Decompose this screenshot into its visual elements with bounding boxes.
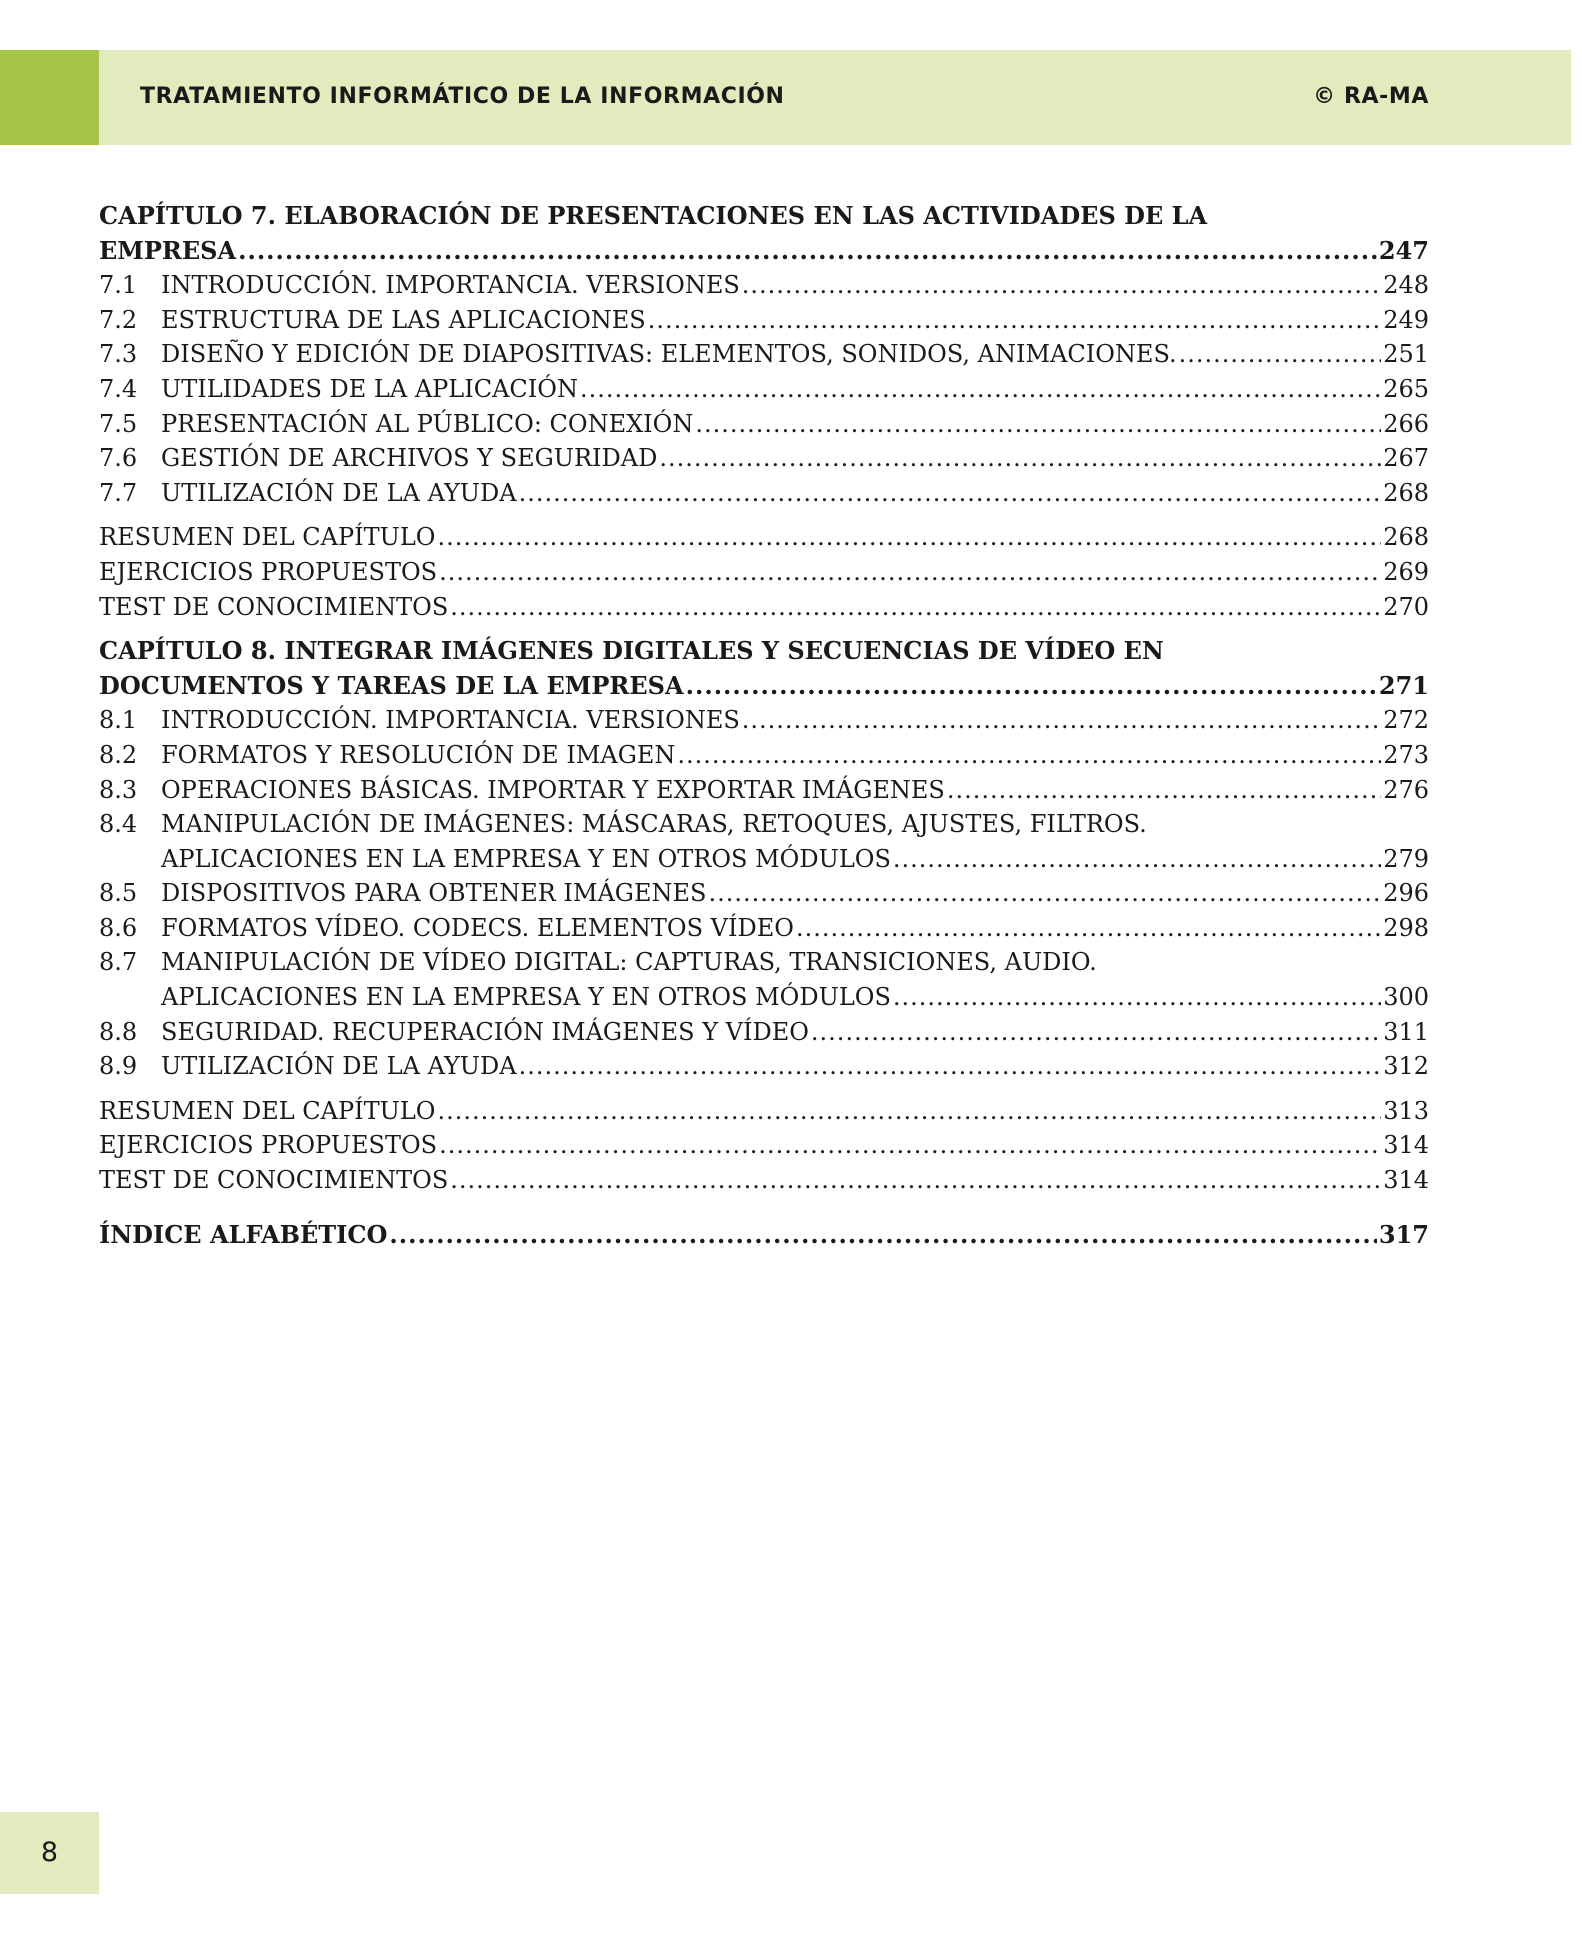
section-number: 8.5 [99,879,138,908]
section-title: UTILIZACIÓN DE LA AYUDA [161,478,517,507]
extra-page: 314 [1383,1131,1429,1160]
leader-dots [238,234,1377,269]
leader-dots [519,476,1382,511]
section-number: 8.4 [99,810,138,839]
toc-entry-8-3[interactable] [99,773,1429,808]
chapter-7-page: 247 [1378,235,1429,265]
section-title-continued: APLICACIONES EN LA EMPRESA Y EN OTROS MÓDULOS [161,983,891,1012]
chapter-7-entry[interactable] [99,234,1429,269]
section-number: 8.7 [99,948,138,977]
section-number: 7.6 [99,444,138,473]
section-page: 267 [1383,444,1429,473]
chapter-8-title-line2: DOCUMENTOS Y TAREAS DE LA EMPRESA [99,670,684,700]
leader-dots [893,842,1381,877]
section-title: DISPOSITIVOS PARA OBTENER IMÁGENES [161,879,707,908]
section-page: 312 [1383,1052,1429,1081]
toc-entry-ch8-exercises[interactable] [99,1128,1429,1163]
leader-dots [580,372,1381,407]
section-title: INTRODUCCIÓN. IMPORTANCIA. VERSIONES [161,271,740,300]
chapter-8-title-line1: CAPÍTULO 8. INTEGRAR IMÁGENES DIGITALES Y SECUENCIAS DE VÍDEO EN [99,636,1164,666]
leader-dots [677,738,1381,773]
leader-dots [519,1049,1382,1084]
toc-entry-8-8[interactable] [99,1015,1429,1050]
section-title-continued: APLICACIONES EN LA EMPRESA Y EN OTROS MÓDULOS [161,844,891,873]
section-number: 8.1 [99,706,138,735]
page-number: 8 [40,1837,59,1868]
section-number: 8.3 [99,775,138,804]
toc-entry-8-7-line1[interactable] [99,945,1429,980]
toc-entry-7-7[interactable] [99,476,1429,511]
leader-dots [648,303,1381,338]
toc-entry-alphabetical-index[interactable] [99,1218,1429,1253]
section-number: 7.1 [99,271,138,300]
section-title: INTRODUCCIÓN. IMPORTANCIA. VERSIONES [161,706,740,735]
toc-entry-7-5[interactable] [99,407,1429,442]
leader-dots [695,407,1381,442]
section-title: OPERACIONES BÁSICAS. IMPORTAR Y EXPORTAR IMÁGENES [161,775,945,804]
section-number: 8.6 [99,913,138,942]
extra-title: RESUMEN DEL CAPÍTULO [99,1096,436,1125]
leader-dots [686,669,1377,704]
section-number: 8.9 [99,1052,138,1081]
section-title: GESTIÓN DE ARCHIVOS Y SEGURIDAD [161,444,658,473]
section-page: 296 [1383,879,1429,908]
section-number: 7.2 [99,305,138,334]
extra-title: RESUMEN DEL CAPÍTULO [99,523,436,552]
toc-entry-8-4-line1[interactable] [99,807,1429,842]
section-number: 7.7 [99,478,138,507]
extra-page: 269 [1383,557,1429,586]
toc-entry-ch7-exercises[interactable] [99,555,1429,590]
section-title: MANIPULACIÓN DE VÍDEO DIGITAL: CAPTURAS, TRANSICIONES, AUDIO. [161,948,1097,977]
leader-dots [796,911,1381,946]
section-page: 279 [1383,844,1429,873]
section-number: 7.4 [99,374,138,403]
toc-entry-7-6[interactable] [99,441,1429,476]
leader-dots [708,876,1381,911]
section-page: 265 [1383,374,1429,403]
chapter-8-entry[interactable] [99,669,1429,704]
section-number: 8.2 [99,740,138,769]
chapter-8-page: 271 [1378,670,1429,700]
toc-entry-ch7-summary[interactable] [99,520,1429,555]
toc-entry-7-4[interactable] [99,372,1429,407]
section-title: ESTRUCTURA DE LAS APLICACIONES [161,305,646,334]
toc-entry-8-9[interactable] [99,1049,1429,1084]
index-page: 317 [1378,1219,1429,1249]
section-page: 273 [1383,740,1429,769]
leader-dots [450,590,1381,625]
running-header-publisher: © RA-MA [1313,84,1429,109]
toc-entry-8-1[interactable] [99,703,1429,738]
section-title: PRESENTACIÓN AL PÚBLICO: CONEXIÓN [161,409,694,438]
extra-title: EJERCICIOS PROPUESTOS [99,1131,438,1160]
extra-page: 270 [1383,592,1429,621]
leader-dots [439,555,1381,590]
section-page: 272 [1383,706,1429,735]
leader-dots [439,1128,1381,1163]
section-page: 251 [1383,340,1429,369]
extra-title: TEST DE CONOCIMIENTOS [99,592,449,621]
section-title: MANIPULACIÓN DE IMÁGENES: MÁSCARAS, RETOQUES, AJUSTES, FILTROS. [161,810,1147,839]
section-title: FORMATOS VÍDEO. CODECS. ELEMENTOS VÍDEO [161,913,794,942]
section-title: SEGURIDAD. RECUPERACIÓN IMÁGENES Y VÍDEO [161,1017,809,1046]
leader-dots [811,1015,1381,1050]
toc-entry-8-5[interactable] [99,876,1429,911]
extra-title: TEST DE CONOCIMIENTOS [99,1166,449,1195]
section-page: 268 [1383,478,1429,507]
section-number: 8.8 [99,1017,138,1046]
leader-dots [437,520,1381,555]
toc-entry-8-2[interactable] [99,738,1429,773]
chapter-7-title-line1: CAPÍTULO 7. ELABORACIÓN DE PRESENTACIONES EN LAS ACTIVIDADES DE LA [99,201,1208,230]
table-of-contents [99,199,1429,1252]
section-title: UTILIDADES DE LA APLICACIÓN [161,374,578,403]
section-title: UTILIZACIÓN DE LA AYUDA [161,1052,517,1081]
toc-entry-8-4-line2[interactable] [99,842,1429,877]
extra-page: 314 [1383,1166,1429,1195]
toc-entry-7-3[interactable] [99,337,1429,372]
leader-dots [1179,337,1382,372]
leader-dots [742,703,1381,738]
chapter-7-title-line2: EMPRESA [99,235,237,265]
extra-title: EJERCICIOS PROPUESTOS [99,557,438,586]
leader-dots [450,1163,1381,1198]
section-page: 298 [1383,913,1429,942]
extra-page: 268 [1383,523,1429,552]
section-page: 300 [1383,983,1429,1012]
leader-dots [389,1218,1377,1253]
section-title: FORMATOS Y RESOLUCIÓN DE IMAGEN [161,740,676,769]
section-page: 311 [1383,1017,1429,1046]
toc-entry-ch7-test[interactable] [99,590,1429,625]
leader-dots [893,980,1381,1015]
section-page: 248 [1383,271,1429,300]
toc-entry-ch8-test[interactable] [99,1163,1429,1198]
leader-dots [947,773,1381,808]
section-number: 7.3 [99,340,138,369]
section-page: 276 [1383,775,1429,804]
toc-entry-7-1[interactable] [99,268,1429,303]
toc-entry-7-2[interactable] [99,303,1429,338]
leader-dots [742,268,1381,303]
header-accent-block [0,50,99,145]
index-title: ÍNDICE ALFABÉTICO [99,1219,388,1249]
leader-dots [437,1094,1381,1129]
section-page: 249 [1383,305,1429,334]
section-title: DISEÑO Y EDICIÓN DE DIAPOSITIVAS: ELEMENTOS, SONIDOS, ANIMACIONES. [161,340,1177,369]
toc-entry-8-7-line2[interactable] [99,980,1429,1015]
toc-entry-8-6[interactable] [99,911,1429,946]
extra-page: 313 [1383,1096,1429,1125]
running-header-title: TRATAMIENTO INFORMÁTICO DE LA INFORMACIÓN [140,84,785,109]
toc-entry-ch8-summary[interactable] [99,1094,1429,1129]
leader-dots [659,441,1381,476]
section-page: 266 [1383,409,1429,438]
section-number: 7.5 [99,409,138,438]
